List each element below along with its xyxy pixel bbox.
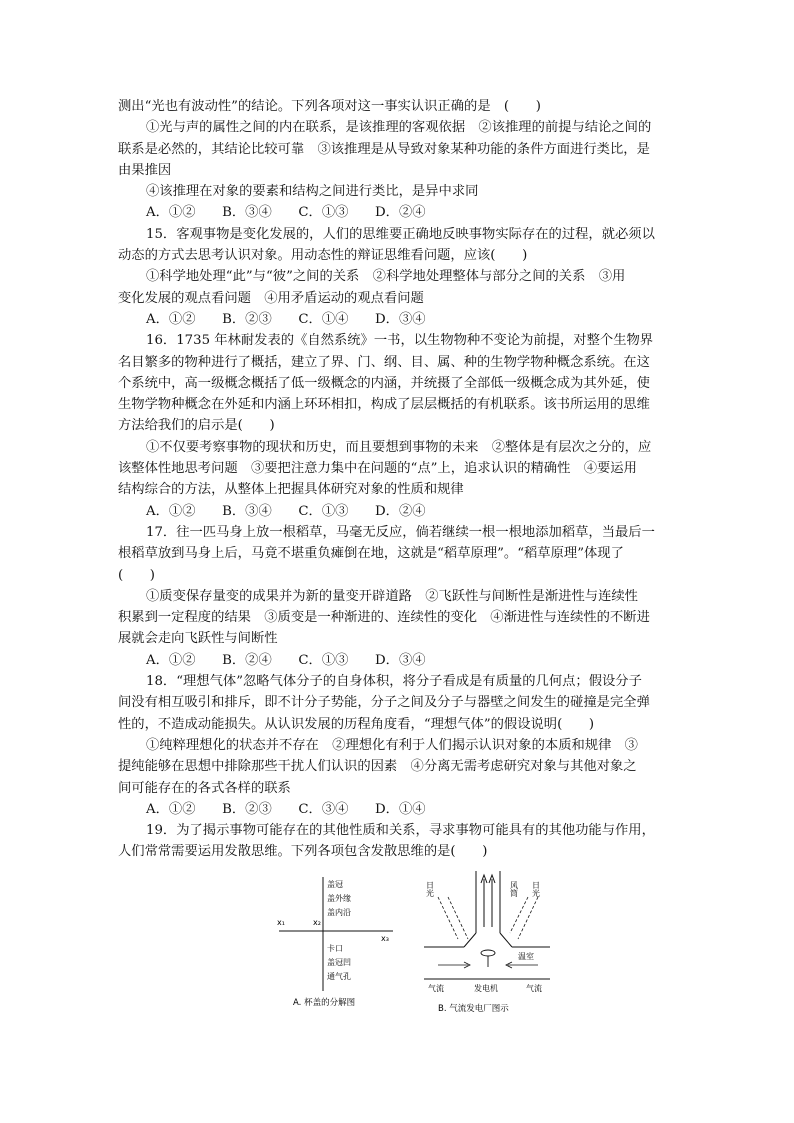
sunlight-ray-right [510, 897, 528, 933]
airflow-left-label: 气流 [428, 983, 444, 993]
text-line: 19．为了揭示事物可能存在的其他性质和关系，寻求事物可能具有的其他功能与作用， [146, 823, 655, 839]
figure-b-caption: B. 气流发电厂图示 [438, 1003, 509, 1014]
text-line: 积累到一定程度的结果 ③质变是一种渐进的、连续性的变化 ④渐进性与连续性的不断进 [118, 610, 650, 626]
text-line: A．①② B．②③ C．③④ D．①④ [146, 801, 426, 817]
text-line: ①不仅要考察事物的现状和历史，而且要想到事物的未来 ②整体是有层次之分的，应 [146, 439, 652, 455]
text-line: 15．客观事物是变化发展的，人们的思维要正确地反映事物实际存在的过程，就必须以 [146, 226, 655, 242]
text-line: 变化发展的观点看问题 ④用矛盾运动的观点看问题 [118, 290, 424, 306]
figure-a-caption: A. 杯盖的分解图 [293, 997, 356, 1008]
text-line: ①纯粹理想化的状态并不存在 ②理想化有利于人们揭示认识对象的本质和规律 ③ [146, 737, 638, 753]
text-line: A．①② B．②③ C．①④ D．③④ [146, 311, 426, 327]
text-line: ④该推理在对象的要素和结构之间进行类比，是异中求同 [146, 184, 479, 200]
text-line: 18．“理想气体”忽略气体分子的自身体积，将分子看成是有质量的几何点；假设分子 [146, 674, 642, 690]
airflow-power-plant-diagram [418, 867, 558, 1017]
text-line: 联系是必然的，其结论比较可靠 ③该推理是从导致对象某种功能的条件方面进行类比，是 [118, 141, 650, 157]
axis-label-x1: x₁ [277, 917, 285, 927]
text-line: ①光与声的属性之间的内在联系，是该推理的客观依据 ②该推理的前提与结论之间的 [146, 120, 652, 136]
lid-label: 盖冠 [327, 879, 343, 889]
lid-label: 通气孔 [327, 971, 351, 981]
text-line: 动态的方式去思考认识对象。用动态性的辩证思维看问题，应该( ) [118, 248, 528, 264]
text-line: 测出“光也有波动性”的结论。下列各项对这一事实认识正确的是 ( ) [118, 99, 541, 114]
axis-label-x2: x₂ [313, 917, 321, 927]
turbine-icon [481, 950, 495, 956]
figures-row [118, 867, 678, 1017]
text-line: A．①② B．③④ C．①③ D．②④ [146, 503, 426, 519]
text-line: 展就会走向飞跃性与间断性 [118, 631, 278, 647]
sunlight-left-label: 日光 [425, 880, 435, 897]
wind-tube-label: 风筒 [509, 880, 519, 897]
text-line: ①科学地处理“此”与“彼”之间的关系 ②科学地处理整体与部分之间的关系 ③用 [146, 269, 626, 285]
axis-label-x3: x₃ [381, 933, 389, 943]
airflow-right-label: 气流 [526, 983, 542, 993]
lid-label: 盖内沿 [327, 907, 351, 917]
text-line: 方法给我们的启示是( ) [118, 418, 275, 434]
text-line: 人们常常需要运用发散思维。下列各项包含发散思维的是( ) [118, 844, 488, 860]
question-text [118, 96, 678, 863]
sunlight-ray-right [518, 897, 538, 939]
text-line: 由果推因 [118, 162, 172, 178]
sunlight-ray-left [438, 897, 458, 939]
lid-label: 卡口 [327, 943, 343, 953]
greenhouse-label: 温室 [518, 951, 534, 961]
text-line: ①质变保存量变的成果并为新的量变开辟道路 ②飞跃性与间断性是渐进性与连续性 [146, 588, 638, 604]
sunlight-ray-left [448, 897, 468, 939]
cup-lid-diagram [273, 873, 403, 1013]
text-line: 间可能存在的各式各样的联系 [118, 780, 291, 796]
text-line: 提纯能够在思想中排除那些干扰人们认识的因素 ④分离无需考虑研究对象与其他对象之 [118, 759, 637, 775]
lid-label: 盖外缘 [327, 893, 351, 903]
text-line: 该整体性地思考问题 ③要把注意力集中在问题的“点”上，追求认识的精确性 ④要运用 [118, 461, 637, 477]
text-line: 个系统中，高一级概念概括了低一级概念的内涵，并统摄了全部低一级概念成为其外延，使 [118, 375, 650, 391]
text-line: 16．1735 年林耐发表的《自然系统》一书，以生物物种不变论为前提，对整个生物界 [146, 333, 654, 349]
document-page [118, 96, 678, 1017]
lid-label: 盖冠凹 [327, 957, 351, 967]
tube-flare-right [500, 933, 512, 947]
text-line: A．①② B．②④ C．①③ D．③④ [146, 652, 426, 668]
text-line: 间没有相互吸引和排斥，即不计分子势能，分子之间及分子与器壁之间发生的碰撞是完全弹 [118, 695, 650, 711]
text-line: 名目繁多的物种进行了概括，建立了界、门、纲、目、属、种的生物学物种概念系统。在这 [118, 354, 650, 370]
text-line: 根稻草放到马身上后，马竟不堪重负瘫倒在地，这就是“稻草原理”。“稻草原理”体现了 [118, 546, 624, 562]
text-line: 17．往一匹马身上放一根稻草，马毫无反应，倘若继续一根一根地添加稻草，当最后一 [146, 524, 655, 540]
text-line: ( ) [118, 567, 155, 583]
text-line: 生物学物种概念在外延和内涵上环环相扣，构成了层层概括的有机联系。该书所运用的思维 [118, 397, 650, 413]
sunlight-right-label: 日光 [531, 880, 541, 897]
text-line: A．①② B．③④ C．①③ D．②④ [146, 205, 426, 221]
text-line: 性的，不造成动能损失。从认识发展的历程角度看，“理想气体”的假设说明( ) [118, 716, 595, 732]
text-line: 结构综合的方法，从整体上把握具体研究对象的性质和规律 [118, 482, 464, 498]
generator-label: 发电机 [474, 983, 498, 993]
